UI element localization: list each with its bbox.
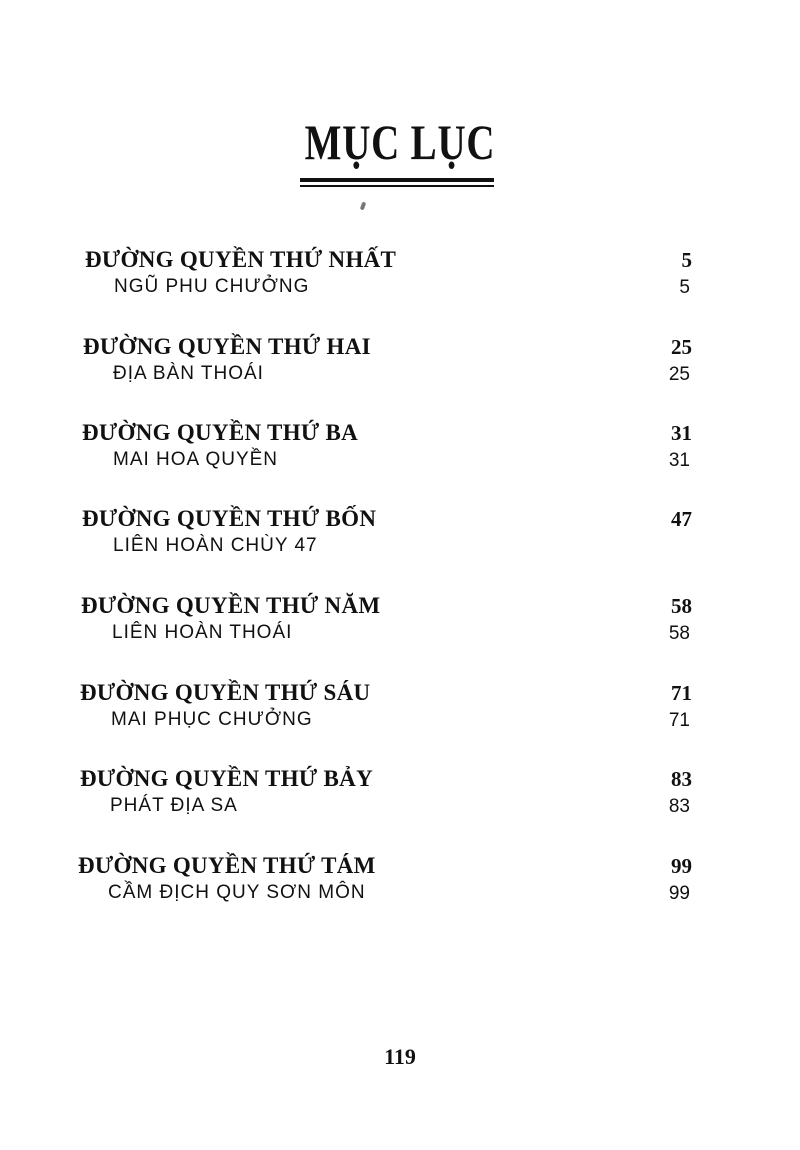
chapter-title: ĐƯỜNG QUYỀN THỨ BA — [82, 420, 359, 445]
print-speck — [360, 202, 366, 211]
title-underline-thin — [300, 185, 494, 187]
form-title: LIÊN HOÀN CHÙY 47 — [113, 535, 318, 556]
toc-entry — [0, 853, 800, 913]
form-page-number: 5 — [679, 277, 690, 298]
chapter-title: ĐƯỜNG QUYỀN THỨ TÁM — [78, 853, 376, 878]
toc-entry — [0, 593, 800, 653]
form-page-number: 25 — [668, 364, 690, 385]
form-title: PHÁT ĐỊA SA — [110, 795, 238, 816]
form-title: MAI PHỤC CHƯỞNG — [111, 709, 313, 730]
toc-entry — [0, 506, 800, 566]
chapter-title: ĐƯỜNG QUYỀN THỨ BỐN — [82, 506, 377, 531]
form-title: MAI HOA QUYỀN — [113, 449, 279, 470]
chapter-title: ĐƯỜNG QUYỀN THỨ NHẤT — [85, 247, 397, 272]
form-title: LIÊN HOÀN THOÁI — [112, 622, 293, 643]
chapter-title: ĐƯỜNG QUYỀN THỨ SÁU — [80, 680, 371, 705]
chapter-page-number: 83 — [671, 767, 692, 791]
chapter-page-number: 31 — [671, 421, 692, 445]
title-underline-thick — [300, 178, 494, 182]
chapter-title: ĐƯỜNG QUYỀN THỨ NĂM — [81, 593, 381, 618]
form-title: NGŨ PHU CHƯỞNG — [114, 276, 310, 297]
page-title: MỤC LỤC — [304, 114, 496, 170]
chapter-title: ĐƯỜNG QUYỀN THỨ BẢY — [80, 766, 373, 791]
chapter-page-number: 5 — [681, 248, 692, 272]
chapter-page-number: 47 — [671, 507, 692, 531]
form-title: ĐỊA BÀN THOÁI — [113, 363, 264, 384]
toc-entry — [0, 247, 800, 307]
form-title: CẦM ĐỊCH QUY SƠN MÔN — [108, 882, 366, 903]
chapter-page-number: 58 — [671, 594, 692, 618]
toc-entry — [0, 680, 800, 740]
chapter-page-number: 99 — [671, 854, 692, 878]
chapter-page-number: 71 — [671, 681, 692, 705]
form-page-number: 58 — [668, 623, 690, 644]
form-page-number: 71 — [668, 710, 690, 731]
page-number: 119 — [384, 1044, 416, 1069]
toc-entry — [0, 334, 800, 394]
chapter-title: ĐƯỜNG QUYỀN THỨ HAI — [83, 334, 371, 359]
chapter-page-number: 25 — [671, 335, 692, 359]
toc-entry — [0, 766, 800, 826]
form-page-number: 99 — [668, 883, 690, 904]
form-page-number: 83 — [668, 796, 690, 817]
form-page-number: 31 — [668, 450, 690, 471]
toc-entry — [0, 420, 800, 480]
